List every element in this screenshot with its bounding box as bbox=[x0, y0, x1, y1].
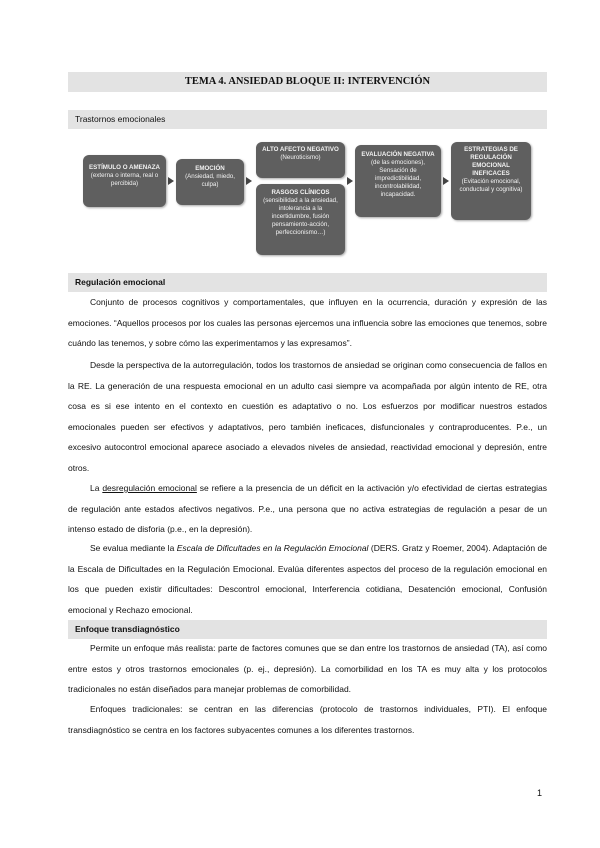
box-rasgos-title: RASGOS CLÍNICOS bbox=[271, 189, 330, 196]
box-alto-afecto-title: ALTO AFECTO NEGATIVO bbox=[262, 146, 339, 153]
paragraph: Enfoques tradicionales: se centran en las diferencias (protocolo de trastornos individuales, PTI). El enfoque transdiagnóstico se centra en los factores subyacentes comunes a los diferentes trastornos. bbox=[68, 704, 547, 735]
text-span: se refiere a la presencia de un déficit en la activación y/o efectividad de ciertas estrategias de regulación ante estados afectivos negativos. P.e., una persona que no activa estrategias de regulación a pesar de un intenso estado de disforia (p.e., en la depresión). bbox=[68, 483, 547, 534]
arrow-right-icon bbox=[246, 177, 252, 185]
box-estimulo bbox=[83, 155, 166, 207]
section-header-trastornos: Trastornos emocionales bbox=[68, 110, 547, 129]
box-alto-afecto bbox=[256, 142, 345, 178]
paragraph bbox=[68, 478, 547, 540]
box-evaluacion-text: (de las emociones), Sensación de impredictibilidad, incontrolabilidad, incapacidad. bbox=[371, 159, 425, 198]
box-estimulo-text: (externa o interna, real o percibida) bbox=[90, 172, 159, 187]
box-rasgos-text: (sensibilidad a la ansiedad, intolerancia a la incertidumbre, fusión pensamiento-acción, perfeccionismo…) bbox=[263, 197, 338, 236]
box-evaluacion bbox=[355, 145, 441, 217]
box-emocion-title: EMOCIÓN bbox=[195, 165, 225, 172]
box-estrategias-title: ESTRATEGIAS DE REGULACIÓN EMOCIONAL INEFICACES bbox=[464, 146, 518, 177]
paragraph: Conjunto de procesos cognitivos y comportamentales, que influyen en la ocurrencia, duración y expresión de las emociones. “Aquellos procesos por los cuales las personas ejercemos una influencia sobre las emociones que tenemos, sobre cuándo las tenemos, y sobre cómo las experimentamos y las expresamos”. bbox=[68, 297, 547, 348]
scale-name: Escala de Dificultades en la Regulación Emocional bbox=[176, 543, 369, 553]
page-title: TEMA 4. ANSIEDAD BLOQUE II: INTERVENCIÓN bbox=[68, 72, 547, 92]
arrow-right-icon bbox=[443, 177, 449, 185]
text-span: Se evalua mediante la bbox=[90, 543, 177, 553]
section-header-regulacion: Regulación emocional bbox=[68, 273, 547, 292]
box-evaluacion-title: EVALUACIÓN NEGATIVA bbox=[361, 151, 435, 158]
paragraph: Permite un enfoque más realista: parte de factores comunes que se dan entre los trastornos de ansiedad (TA), así como entre estos y otros trastornos emocionales (p. ej., depresión). La comorbilidad en los TA es muy alta y los protocolos tradicionales no están diseñados para manejar problemas de comorbilidad. bbox=[68, 643, 547, 694]
box-emocion-text: (Ansiedad, miedo, culpa) bbox=[185, 173, 235, 188]
box-emocion bbox=[176, 159, 244, 205]
text-span: La bbox=[90, 483, 103, 493]
page-number: 1 bbox=[537, 788, 543, 798]
underlined-term: desregulación emocional bbox=[102, 483, 197, 493]
box-estrategias-text: (Evitación emocional, conductual y cognitiva) bbox=[459, 178, 523, 193]
box-estimulo-title: ESTÍMULO O AMENAZA bbox=[89, 164, 160, 171]
text-span: (DERS. Gratz y Roemer, 2004). Adaptación de la Escala de Dificultades en la Regulación Emocional. Evalúa diferentes aspectos del proceso de la regulación emocional en los que pueden existir dificultades: Descontrol emocional, Interferencia cotidiana, Desatención emocional, Confusión emocional y Rechazo emocional. bbox=[68, 543, 547, 615]
arrow-right-icon bbox=[347, 177, 353, 185]
box-rasgos bbox=[256, 184, 345, 255]
section-header-enfoque: Enfoque transdiagnóstico bbox=[68, 620, 547, 639]
box-alto-afecto-text: (Neuroticismo) bbox=[280, 154, 321, 161]
paragraph: Desde la perspectiva de la autorregulación, todos los trastornos de ansiedad se originan como consecuencia de fallos en la RE. La generación de una respuesta emocional en un adulto casi siempre va acompañada por algún intento de RE, otra cosa es si ese intento en el contexto en cuestión es adaptativo o no. Los esfuerzos por modificar nuestros estados emocionales pueden ser efectivos y adaptativos, pero también ineficaces, disfuncionales y contraproducentes. P.e., un excesivo autocontrol emocional aparece asociado a elevados niveles de ansiedad, reactividad emocional y depresión, entre otros. bbox=[68, 360, 547, 473]
paragraph bbox=[68, 538, 547, 620]
box-estrategias bbox=[451, 142, 531, 220]
arrow-right-icon bbox=[168, 177, 174, 185]
